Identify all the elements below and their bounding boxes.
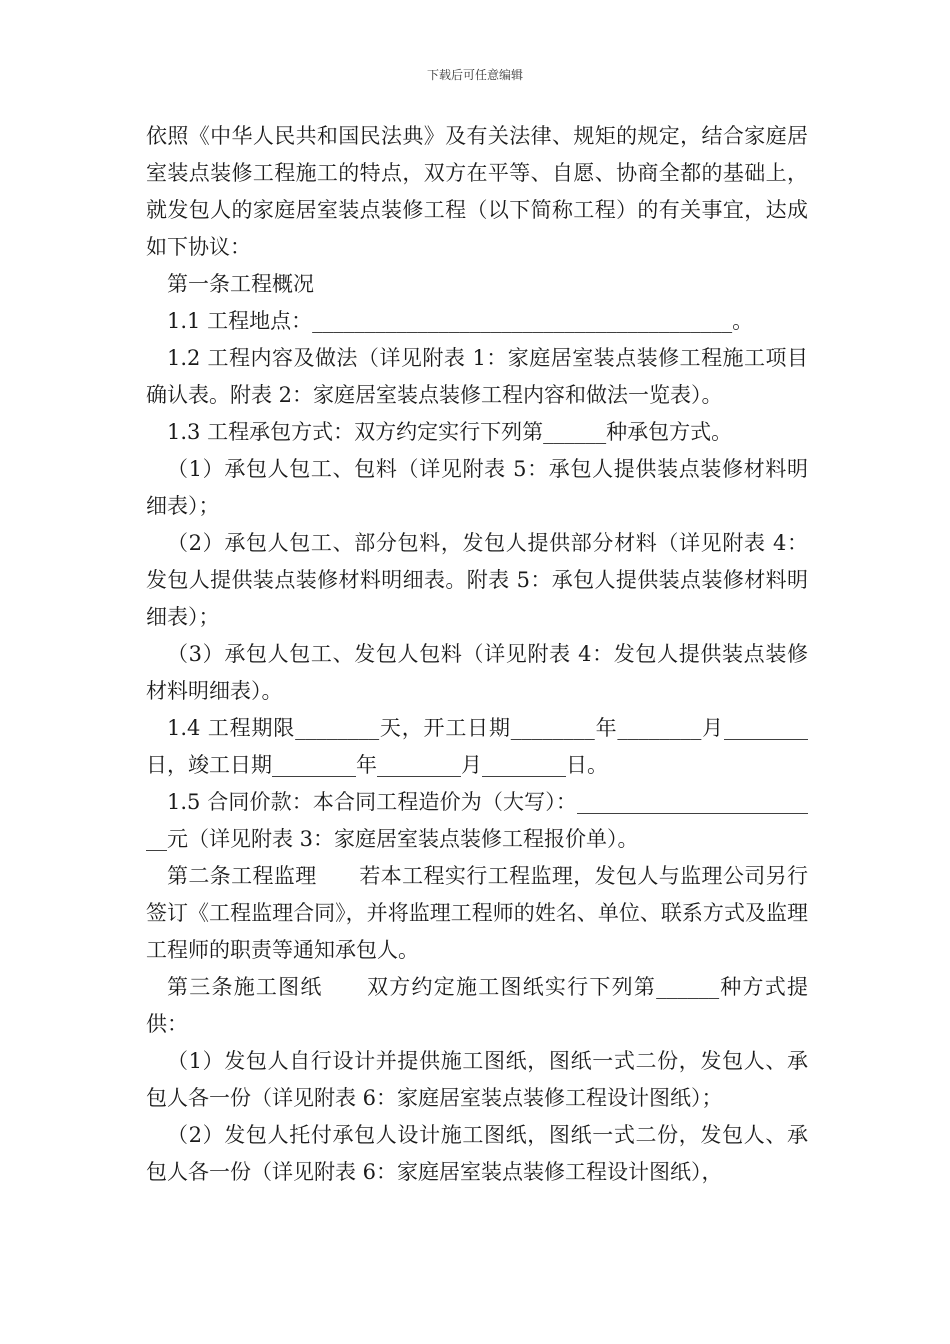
article-2: 第二条工程监理 若本工程实行工程监理，发包人与监理公司另行签订《工程监理合同》，并将监理工程师的姓名、单位、联系方式及监理工程师的职责等通知承包人。 (146, 864, 808, 962)
article-3-option-1: （1）发包人自行设计并提供施工图纸，图纸一式二份，发包人、承包人各一份（详见附表 6：家庭居室装点装修工程设计图纸）； (146, 1049, 808, 1110)
document-body (146, 118, 808, 1191)
clause-1-4: 1.4 工程期限________天，开工日期________年________月________日，竣工日期________年________月________日。 (146, 716, 808, 777)
clause-1-1: 1.1 工程地点：________________________________________。 (167, 309, 754, 333)
intro-paragraph: 依照《中华人民共和国民法典》及有关法律、规矩的规定，结合家庭居室装点装修工程施工的特点，双方在平等、自愿、协商全都的基础上，就发包人的家庭居室装点装修工程（以下简称工程）的有关事宜，达成如下协议： (146, 124, 808, 259)
clause-1-3-option-2: （2）承包人包工、部分包料，发包人提供部分材料（详见附表 4：发包人提供装点装修材料明细表。附表 5：承包人提供装点装修材料明细表）； (146, 531, 808, 629)
article-3-option-2: （2）发包人托付承包人设计施工图纸，图纸一式二份，发包人、承包人各一份（详见附表 6：家庭居室装点装修工程设计图纸）， (146, 1123, 808, 1184)
article-1-heading: 第一条工程概况 (167, 272, 314, 296)
clause-1-3-option-3: （3）承包人包工、发包人包料（详见附表 4：发包人提供装点装修材料明细表）。 (146, 642, 808, 703)
clause-1-2: 1.2 工程内容及做法（详见附表 1：家庭居室装点装修工程施工项目确认表。附表 2：家庭居室装点装修工程内容和做法一览表）。 (146, 346, 808, 407)
clause-1-3-option-1: （1）承包人包工、包料（详见附表 5：承包人提供装点装修材料明细表）； (146, 457, 808, 518)
page-header-note: 下载后可任意编辑 (426, 68, 523, 82)
clause-1-5: 1.5 合同价款：本合同工程造价为（大写）：________________________元（详见附表 3：家庭居室装点装修工程报价单）。 (146, 790, 808, 851)
clause-1-3: 1.3 工程承包方式：双方约定实行下列第______种承包方式。 (167, 420, 733, 444)
article-3: 第三条施工图纸 双方约定施工图纸实行下列第______种方式提供： (146, 975, 808, 1036)
